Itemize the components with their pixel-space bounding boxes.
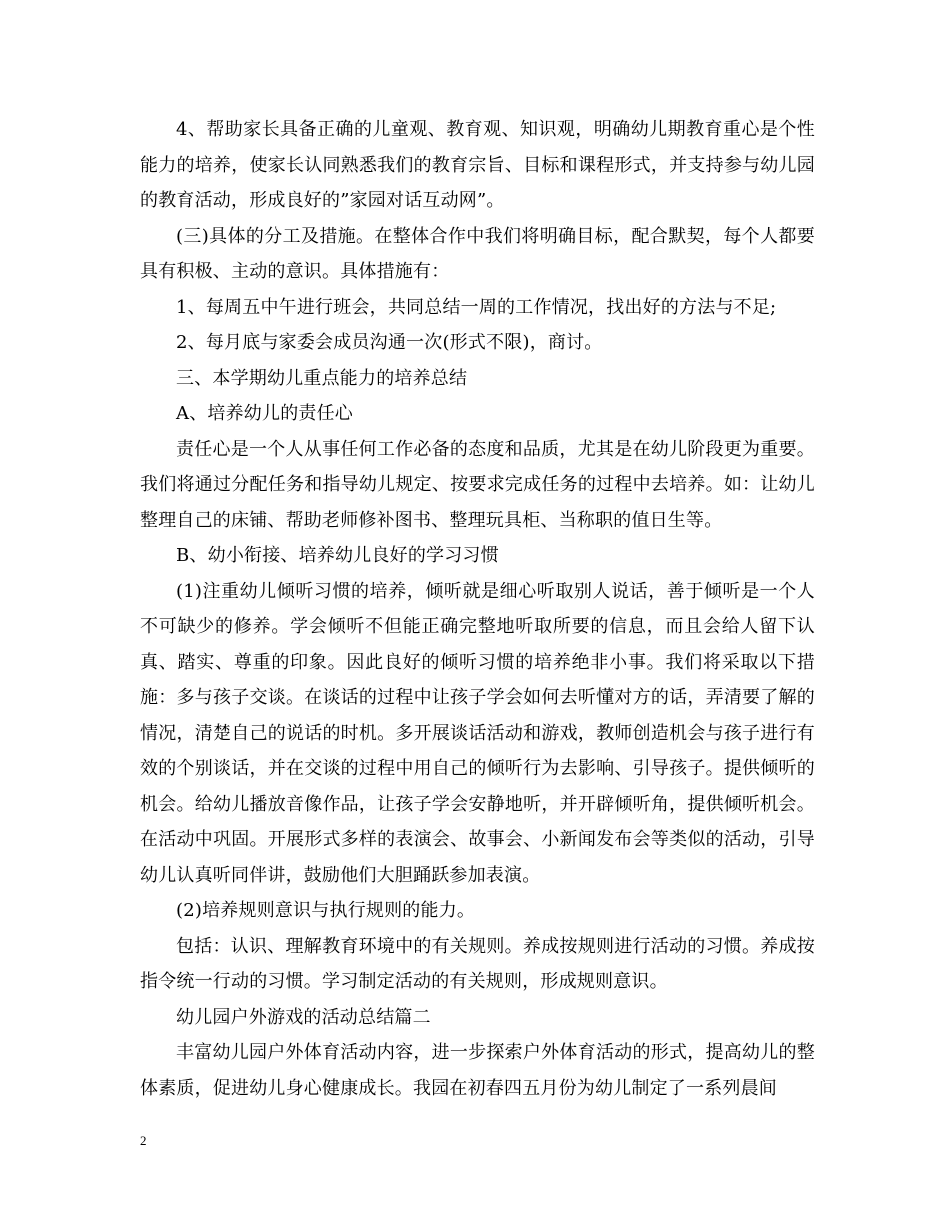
page-body [140, 112, 815, 1106]
heading-responsibility: A、培养幼儿的责任心 [176, 403, 353, 424]
page-number: 2 [140, 1133, 147, 1148]
paragraph-rule-awareness: 包括：认识、理解教育环境中的有关规则。养成按规则进行活动的习惯。养成按指令统一行动的习惯。学习制定活动的有关规则，形成规则意识。 [140, 935, 815, 992]
heading-outdoor-games: 幼儿园户外游戏的活动总结篇二 [176, 1006, 431, 1028]
heading-rule-awareness: (2)培养规则意识与执行规则的能力。 [176, 900, 476, 921]
paragraph-outdoor-activities: 丰富幼儿园户外体育活动内容，进一步探索户外体育活动的形式，提高幼儿的整体素质，促进幼儿身心健康成长。我园在初春四五月份为幼儿制定了一系列晨间 [140, 1042, 815, 1099]
paragraph-parent-guidance: 4、帮助家长具备正确的儿童观、教育观、知识观，明确幼儿期教育重心是个性能力的培养，使家长认同熟悉我们的教育宗旨、目标和课程形式，并支持参与幼儿园的教育活动，形成良好的”家园对话互动网”。 [140, 119, 815, 211]
paragraph-division-of-labor: (三)具体的分工及措施。在整体合作中我们将明确目标，配合默契，每个人都要具有积极、主动的意识。具体措施有： [140, 225, 815, 282]
paragraph-responsibility: 责任心是一个人从事任何工作必备的态度和品质，尤其是在幼儿阶段更为重要。我们将通过分配任务和指导幼儿规定、按要求完成任务的过程中去培养。如：让幼儿整理自己的床铺、帮助老师修补图书、整理玩具柜、当称职的值日生等。 [140, 438, 815, 531]
heading-learning-habits: B、幼小衔接、培养幼儿良好的学习习惯 [176, 545, 499, 566]
paragraph-weekly-meeting: 1、每周五中午进行班会，共同总结一周的工作情况，找出好的方法与不足; [176, 296, 777, 318]
paragraph-listening-habits: (1)注重幼儿倾听习惯的培养，倾听就是细心听取别人说话，善于倾听是一个人不可缺少的修养。学会倾听不但能正确完整地听取所要的信息，而且会给人留下认真、踏实、尊重的印象。因此良好的倾听习惯的培养绝非小事。我们将采取以下措施：多与孩子交谈。在谈话的过程中让孩子学会如何去听懂对方的话，弄清要了解的情况，清楚自己的说话的时机。多开展谈话活动和游戏，教师创造机会与孩子进行有效的个别谈话，并在交谈的过程中用自己的倾听行为去影响、引导孩子。提供倾听的机会。给幼儿播放音像作品，让孩子学会安静地听，并开辟倾听角，提供倾听机会。在活动中巩固。开展形式多样的表演会、故事会、小新闻发布会等类似的活动，引导幼儿认真听同伴讲，鼓励他们大胆踊跃参加表演。 [140, 580, 815, 886]
paragraph-monthly-communication: 2、每月底与家委会成员沟通一次(形式不限)，商讨。 [176, 332, 603, 353]
heading-key-abilities: 三、本学期幼儿重点能力的培养总结 [176, 367, 468, 389]
